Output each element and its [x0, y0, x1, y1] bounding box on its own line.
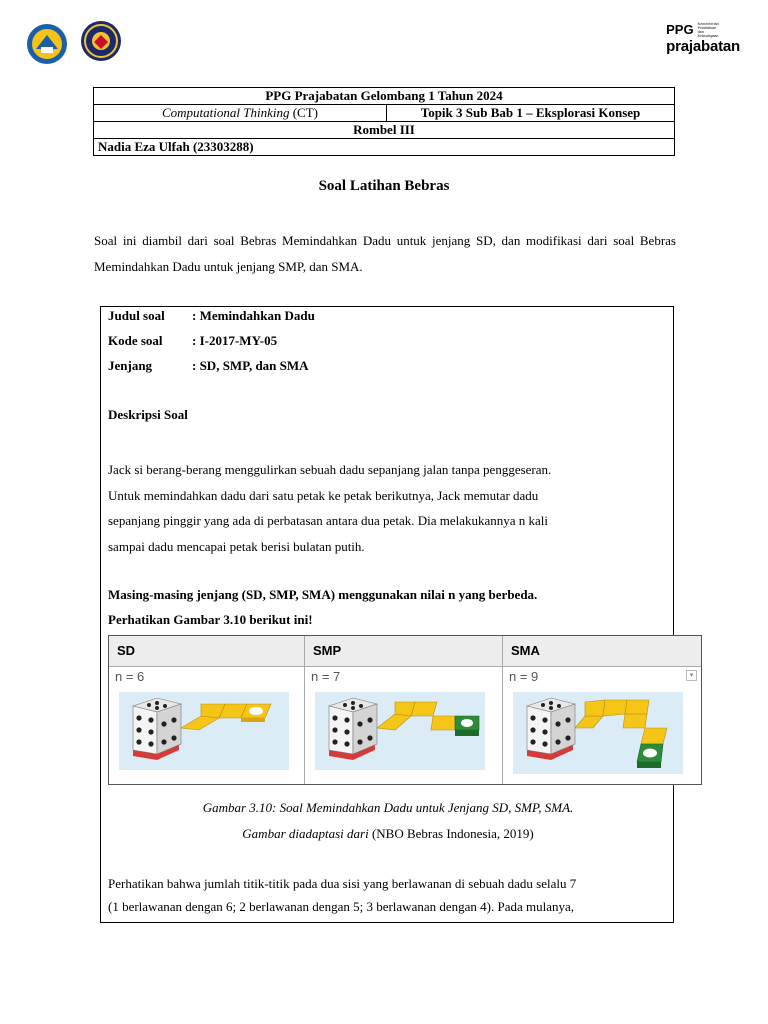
- deskripsi-heading: Deskripsi Soal: [108, 407, 188, 422]
- column-header: SD: [109, 636, 304, 667]
- closing-line: Perhatikan bahwa jumlah titik-titik pada dua sisi yang berlawanan di sebuah dadu selalu 7: [108, 876, 577, 891]
- meta-jenjang-value: : SD, SMP, dan SMA: [192, 358, 309, 373]
- meta-jenjang: [108, 357, 315, 382]
- deskripsi-line: Untuk memindahkan dadu dari satu petak ke petak berikutnya, Jack memutar dadu: [108, 487, 539, 503]
- header-subject-rest: (CT): [289, 105, 318, 120]
- caption-line1: Gambar 3.10: Soal Memindahkan Dadu untuk Jenjang SD, SMP, SMA.: [202, 800, 574, 815]
- intro-paragraph: Soal ini diambil dari soal Bebras Memindahkan Dadu untuk jenjang SD, dan modifikasi dari soal Bebras Memindahkan Dadu untuk jenjang SMP, dan SMA.: [94, 233, 676, 274]
- header-cell-topic: Topik 3 Sub Bab 1 – Eksplorasi Konsep: [387, 105, 675, 122]
- figure-column-sma: [503, 636, 701, 784]
- header-row-program: PPG Prajabatan Gelombang 1 Tahun 2024: [94, 88, 675, 105]
- dice-illustration: [119, 692, 289, 770]
- closing-paragraph: [108, 872, 668, 918]
- question-meta: [108, 307, 315, 382]
- ppg-prajabatan-brand: [666, 22, 740, 55]
- caption-adapted: Gambar diadaptasi dari: [242, 826, 369, 841]
- dice-illustration: [315, 692, 485, 770]
- meta-kode: [108, 332, 315, 357]
- meta-judul-label: Judul soal: [108, 308, 165, 323]
- dropdown-icon: ▾: [686, 670, 697, 681]
- header-subject-italic: Computational Thinking: [161, 105, 290, 120]
- column-header: SMP: [305, 636, 502, 667]
- header-cell-subject: [94, 105, 387, 122]
- dice-path-sd: [119, 692, 289, 770]
- deskripsi-paragraph: [108, 457, 668, 559]
- header-row-student: Nadia Eza Ulfah (23303288): [94, 139, 675, 156]
- page-title: Soal Latihan Bebras: [318, 178, 450, 194]
- dice-illustration: [513, 692, 683, 774]
- figure-column-sd: [109, 636, 305, 784]
- closing-line: (1 berlawanan dengan 6; 2 berlawanan dengan 5; 3 berlawanan dengan 4). Pada mulanya,: [108, 899, 575, 914]
- deskripsi-line: Jack si berang-berang menggulirkan sebuah dadu sepanjang jalan tanpa penggeseran.: [108, 462, 552, 477]
- n-value: n = 7: [311, 669, 341, 684]
- instruction-line: Perhatikan Gambar 3.10 berikut ini!: [108, 612, 313, 627]
- caption-line2: [101, 821, 674, 847]
- meta-judul: [108, 307, 315, 332]
- caption-source: (NBO Bebras Indonesia, 2019): [368, 826, 534, 841]
- brand-line2: prajabatan: [666, 38, 740, 55]
- n-value: n = 9: [509, 669, 539, 684]
- brand-line1: PPG: [666, 22, 694, 37]
- n-value: n = 6: [115, 669, 145, 684]
- dice-path-smp: [315, 692, 485, 770]
- header-table: [93, 87, 675, 156]
- header-row-rombel: Rombel III: [94, 122, 675, 139]
- meta-kode-label: Kode soal: [108, 333, 163, 348]
- deskripsi-line: sampai dadu mencapai petak berisi bulatan putih.: [108, 538, 365, 554]
- kemdikbud-logo: [26, 23, 68, 65]
- figure-caption: [101, 795, 674, 847]
- instruction-line: Masing-masing jenjang (SD, SMP, SMA) menggunakan nilai n yang berbeda.: [108, 587, 538, 602]
- meta-jenjang-label: Jenjang: [108, 358, 153, 373]
- question-box: [100, 306, 674, 923]
- meta-judul-value: : Memindahkan Dadu: [192, 308, 315, 323]
- figure-3-10: [108, 635, 702, 785]
- unp-logo: [80, 20, 122, 62]
- figure-column-smp: [305, 636, 503, 784]
- brand-tagline: Kementerian Pendidikan dan Kebudayaan: [697, 22, 719, 38]
- deskripsi-line: sepanjang pinggir yang ada di perbatasan antara dua petak. Dia melakukannya n kali: [108, 513, 549, 528]
- meta-kode-value: : I-2017-MY-05: [192, 333, 278, 348]
- bold-instruction: [108, 582, 668, 632]
- column-header: SMA: [503, 636, 701, 667]
- dice-path-sma: [513, 692, 683, 774]
